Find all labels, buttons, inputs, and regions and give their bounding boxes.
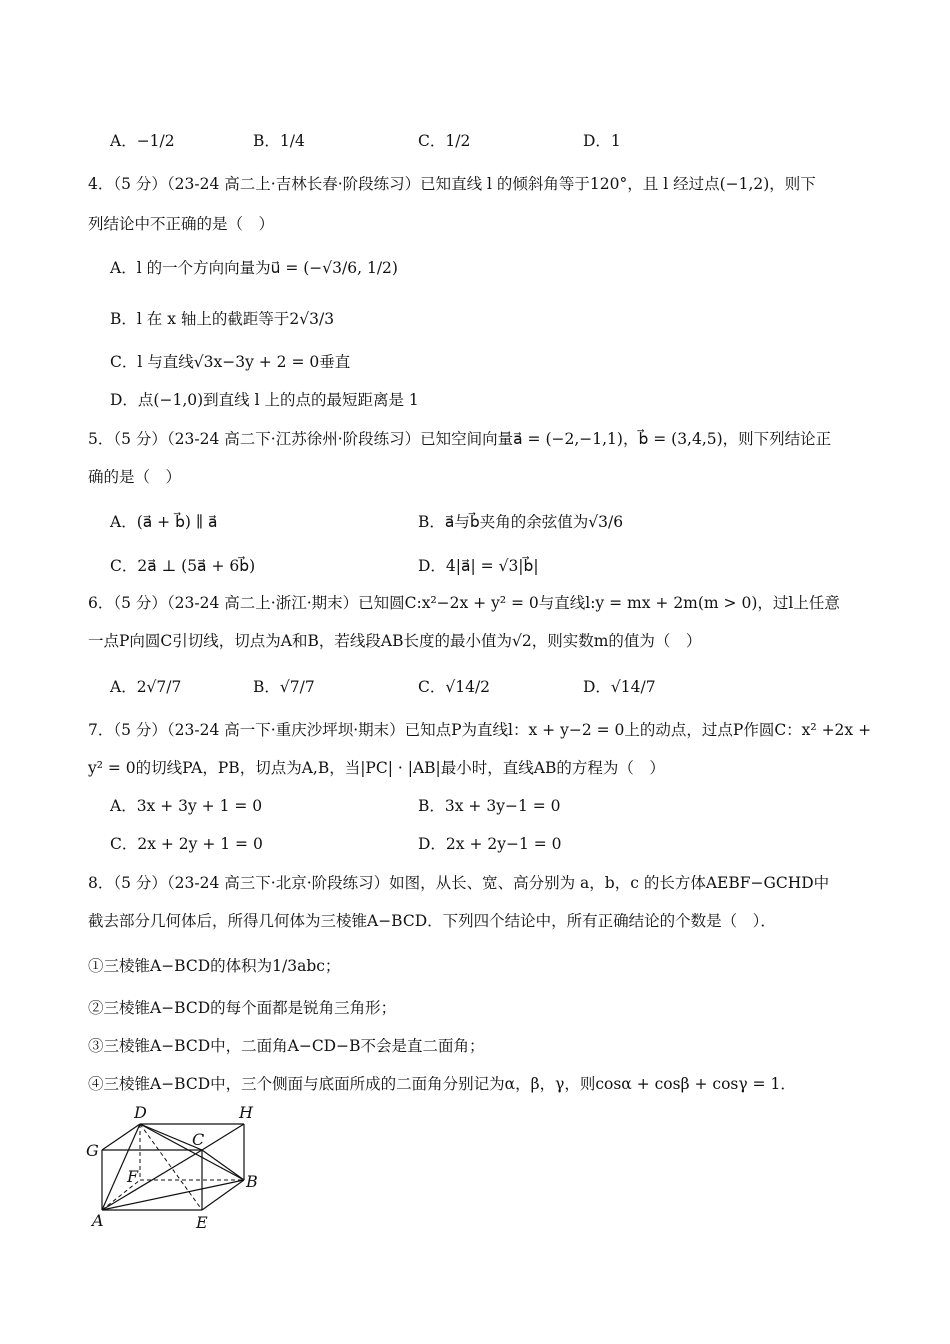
q7-option-a: A．3x + 3y + 1 = 0 — [110, 797, 263, 815]
q5-option-d: D．4|a⃗| = √3|b⃗| — [418, 557, 539, 575]
q7-stem-line1: 7．（5 分）（23-24 高一下·重庆沙坪坝·期末）已知点P为直线l：x + y−2 = 0上的动点，过点P作圆C：x² +2x + — [88, 721, 872, 739]
q8-stem-line1: 8．（5 分）（23-24 高三下·北京·阶段练习）如图，从长、宽、高分别为 a，b，c 的长方体AEBF−GCHD中 — [88, 874, 830, 892]
q7-option-b: B．3x + 3y−1 = 0 — [418, 797, 561, 815]
q5-option-c: C．2a⃗ ⊥ (5a⃗ + 6b⃗) — [110, 557, 256, 575]
q8-statement-2: ②三棱锥A−BCD的每个面都是锐角三角形； — [88, 999, 397, 1017]
edge-cb — [202, 1150, 244, 1180]
edge-ch — [202, 1124, 244, 1150]
q4-option-d: D．点(−1,0)到直线 l 上的点的最短距离是 1 — [110, 391, 419, 409]
q5-stem-line2: 确的是（ ） — [88, 468, 182, 486]
cuboid-diagram — [84, 1100, 274, 1235]
label-e: E — [196, 1213, 208, 1232]
q3-option-b: B．1/4 — [253, 132, 305, 150]
q6-option-b: B．√7/7 — [253, 678, 315, 696]
q8-stem-line2: 截去部分几何体后，所得几何体为三棱锥A−BCD．下列四个结论中，所有正确结论的个数是（ ）． — [88, 912, 776, 930]
q3-option-a: A．−1/2 — [110, 132, 175, 150]
q4-option-b: B．l 在 x 轴上的截距等于2√3/3 — [110, 310, 335, 328]
q6-option-a: A．2√7/7 — [110, 678, 182, 696]
q8-statement-4: ④三棱锥A−BCD中，三个侧面与底面所成的二面角分别记为α，β，γ，则cosα + cosβ + cosγ = 1． — [88, 1075, 796, 1093]
q6-option-c: C．√14/2 — [418, 678, 491, 696]
q5-option-b: B．a⃗与b⃗夹角的余弦值为√3/6 — [418, 513, 624, 531]
q3-option-d: D．1 — [583, 132, 621, 150]
cuboid-tetrahedron-figure — [84, 1100, 274, 1235]
label-g: G — [86, 1141, 99, 1160]
q7-stem-line2: y² = 0的切线PA，PB，切点为A,B，当|PC| · |AB|最小时，直线AB的方程为（ ） — [88, 759, 665, 777]
q4-stem-line2: 列结论中不正确的是（ ） — [88, 215, 275, 233]
q5-stem-line1: 5．（5 分）（23-24 高二下·江苏徐州·阶段练习）已知空间向量a⃗ = (−2,−1,1)，b⃗ = (3,4,5)，则下列结论正 — [88, 430, 832, 448]
q4-option-c: C．l 与直线√3x−3y + 2 = 0垂直 — [110, 353, 351, 371]
q5-option-a: A．(a⃗ + b⃗) ∥ a⃗ — [110, 513, 218, 531]
label-d: D — [134, 1103, 147, 1122]
q6-stem-line1: 6．（5 分）（23-24 高二上·浙江·期末）已知圆C:x²−2x + y² = 0与直线l:y = mx + 2m(m > 0)，过l上任意 — [88, 594, 840, 612]
q6-stem-line2: 一点P向圆C引切线，切点为A和B，若线段AB长度的最小值为√2，则实数m的值为（ ） — [88, 632, 702, 650]
q7-option-d: D．2x + 2y−1 = 0 — [418, 835, 562, 853]
q8-statement-3: ③三棱锥A−BCD中，二面角A−CD−B不会是直二面角； — [88, 1037, 485, 1055]
q6-option-d: D．√14/7 — [583, 678, 656, 696]
label-h: H — [239, 1103, 253, 1122]
q7-option-c: C．2x + 2y + 1 = 0 — [110, 835, 263, 853]
q8-statement-1: ①三棱锥A−BCD的体积为1/3abc； — [88, 957, 341, 975]
edge-ac — [102, 1150, 202, 1210]
label-a: A — [92, 1211, 104, 1230]
label-b: B — [246, 1172, 258, 1191]
label-f: F — [127, 1167, 139, 1186]
q3-option-c: C．1/2 — [418, 132, 471, 150]
label-c: C — [192, 1130, 205, 1149]
q4-stem-line1: 4．（5 分）（23-24 高二上·吉林长春·阶段练习）已知直线 l 的倾斜角等于120°，且 l 经过点(−1,2)，则下 — [88, 175, 816, 193]
q4-option-a: A．l 的一个方向向量为u⃗ = (−√3/6, 1/2) — [110, 259, 398, 277]
